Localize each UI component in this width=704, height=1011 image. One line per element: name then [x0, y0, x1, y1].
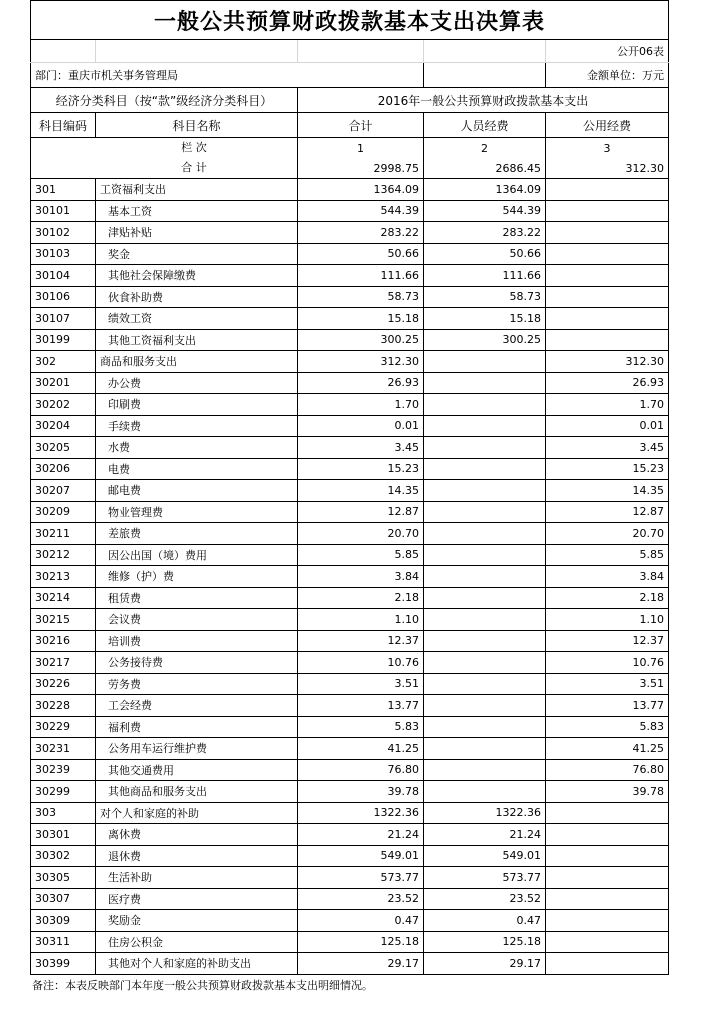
personnel-header: 人员经费 [424, 113, 546, 138]
row-total: 5.85 [298, 544, 424, 566]
row-total: 3.84 [298, 566, 424, 588]
row-name: 商品和服务支出 [96, 351, 298, 373]
row-name: 生活补助 [96, 867, 298, 889]
row-name: 电费 [96, 458, 298, 480]
row-public [546, 243, 669, 265]
row-code: 301 [31, 179, 96, 201]
row-personnel [424, 630, 546, 652]
row-name: 工资福利支出 [96, 179, 298, 201]
table-row [31, 243, 669, 265]
row-personnel: 125.18 [424, 931, 546, 953]
row-total: 1.70 [298, 394, 424, 416]
row-code: 302 [31, 351, 96, 373]
row-total: 3.45 [298, 437, 424, 459]
department-label: 部门：重庆市机关事务管理局 [31, 63, 424, 88]
row-public: 13.77 [546, 695, 669, 717]
row-personnel: 549.01 [424, 845, 546, 867]
row-code: 303 [31, 802, 96, 824]
row-code: 30199 [31, 329, 96, 351]
row-total: 23.52 [298, 888, 424, 910]
row-personnel [424, 394, 546, 416]
row-public: 5.85 [546, 544, 669, 566]
row-code: 30209 [31, 501, 96, 523]
row-personnel: 50.66 [424, 243, 546, 265]
row-code: 30201 [31, 372, 96, 394]
row-code: 30211 [31, 523, 96, 545]
row-total: 3.51 [298, 673, 424, 695]
econ-class-header: 经济分类科目（按“款”级经济分类科目） [31, 88, 298, 113]
row-personnel [424, 437, 546, 459]
unit-label: 金额单位：万元 [546, 63, 669, 88]
row-name: 劳务费 [96, 673, 298, 695]
row-personnel [424, 566, 546, 588]
row-code: 30206 [31, 458, 96, 480]
row-name: 奖金 [96, 243, 298, 265]
row-total: 12.37 [298, 630, 424, 652]
row-public: 20.70 [546, 523, 669, 545]
row-personnel [424, 480, 546, 502]
table-row [31, 609, 669, 631]
row-public [546, 200, 669, 222]
row-personnel: 111.66 [424, 265, 546, 287]
row-name: 公务接待费 [96, 652, 298, 674]
table-row [31, 845, 669, 867]
row-total: 1.10 [298, 609, 424, 631]
table-row [31, 695, 669, 717]
row-total: 26.93 [298, 372, 424, 394]
index-col-1: 1 [298, 138, 424, 159]
row-total: 2.18 [298, 587, 424, 609]
row-public [546, 179, 669, 201]
row-code: 30239 [31, 759, 96, 781]
table-row [31, 372, 669, 394]
table-row [31, 480, 669, 502]
row-public: 10.76 [546, 652, 669, 674]
row-name: 其他社会保障缴费 [96, 265, 298, 287]
row-personnel [424, 759, 546, 781]
row-name: 公务用车运行维护费 [96, 738, 298, 760]
table-row [31, 652, 669, 674]
row-personnel [424, 716, 546, 738]
row-public [546, 867, 669, 889]
row-personnel: 1364.09 [424, 179, 546, 201]
row-code: 30217 [31, 652, 96, 674]
row-name: 会议费 [96, 609, 298, 631]
row-personnel [424, 544, 546, 566]
table-row [31, 394, 669, 416]
table-row [31, 523, 669, 545]
row-personnel [424, 458, 546, 480]
grand-public: 312.30 [546, 158, 669, 179]
row-public [546, 931, 669, 953]
row-public [546, 265, 669, 287]
row-code: 30302 [31, 845, 96, 867]
row-public: 39.78 [546, 781, 669, 803]
row-name: 工会经费 [96, 695, 298, 717]
row-personnel [424, 523, 546, 545]
row-public [546, 329, 669, 351]
row-name: 因公出国（境）费用 [96, 544, 298, 566]
index-total-label-cell [31, 138, 298, 179]
row-code: 30214 [31, 587, 96, 609]
table-row [31, 802, 669, 824]
row-personnel [424, 781, 546, 803]
row-name: 物业管理费 [96, 501, 298, 523]
public-header: 公用经费 [546, 113, 669, 138]
row-personnel: 300.25 [424, 329, 546, 351]
grand-personnel: 2686.45 [424, 158, 546, 179]
table-row [31, 286, 669, 308]
row-name: 维修（护）费 [96, 566, 298, 588]
table-row [31, 437, 669, 459]
row-name: 伙食补助费 [96, 286, 298, 308]
row-public: 12.87 [546, 501, 669, 523]
table-row [31, 179, 669, 201]
table-row [31, 308, 669, 330]
row-total: 1364.09 [298, 179, 424, 201]
table-row [31, 544, 669, 566]
row-code: 30231 [31, 738, 96, 760]
row-name: 医疗费 [96, 888, 298, 910]
row-name: 绩效工资 [96, 308, 298, 330]
table-row [31, 458, 669, 480]
row-code: 30228 [31, 695, 96, 717]
row-code: 30399 [31, 953, 96, 975]
row-public: 3.51 [546, 673, 669, 695]
table-row [31, 222, 669, 244]
table-row [31, 351, 669, 373]
row-public: 76.80 [546, 759, 669, 781]
row-personnel: 23.52 [424, 888, 546, 910]
row-name: 办公费 [96, 372, 298, 394]
row-total: 0.01 [298, 415, 424, 437]
row-total: 544.39 [298, 200, 424, 222]
row-code: 30207 [31, 480, 96, 502]
year-expenditure-header: 2016年一般公共预算财政拨款基本支出 [298, 88, 669, 113]
grand-total: 2998.75 [298, 158, 424, 179]
row-personnel: 29.17 [424, 953, 546, 975]
row-total: 20.70 [298, 523, 424, 545]
table-row [31, 910, 669, 932]
row-name: 水费 [96, 437, 298, 459]
row-personnel: 544.39 [424, 200, 546, 222]
row-personnel [424, 415, 546, 437]
table-row [31, 781, 669, 803]
form-number: 公开06表 [546, 40, 669, 63]
row-public [546, 888, 669, 910]
row-name: 福利费 [96, 716, 298, 738]
row-public: 2.18 [546, 587, 669, 609]
table-row [31, 566, 669, 588]
table-row [31, 673, 669, 695]
row-total: 21.24 [298, 824, 424, 846]
row-code: 30301 [31, 824, 96, 846]
table-row [31, 888, 669, 910]
row-code: 30213 [31, 566, 96, 588]
row-total: 15.18 [298, 308, 424, 330]
table-row [31, 953, 669, 975]
row-code: 30204 [31, 415, 96, 437]
row-personnel [424, 673, 546, 695]
table-row [31, 501, 669, 523]
row-total: 125.18 [298, 931, 424, 953]
total-header: 合计 [298, 113, 424, 138]
row-code: 30104 [31, 265, 96, 287]
row-personnel [424, 738, 546, 760]
row-code: 30311 [31, 931, 96, 953]
row-total: 41.25 [298, 738, 424, 760]
row-personnel [424, 587, 546, 609]
row-name: 其他工资福利支出 [96, 329, 298, 351]
row-public [546, 286, 669, 308]
row-public: 41.25 [546, 738, 669, 760]
table-row [31, 415, 669, 437]
row-name: 培训费 [96, 630, 298, 652]
row-code: 30107 [31, 308, 96, 330]
code-header: 科目编码 [31, 113, 96, 138]
table-row [31, 630, 669, 652]
row-name: 租赁费 [96, 587, 298, 609]
row-code: 30215 [31, 609, 96, 631]
row-total: 58.73 [298, 286, 424, 308]
row-public: 5.83 [546, 716, 669, 738]
row-name: 印刷费 [96, 394, 298, 416]
row-public: 15.23 [546, 458, 669, 480]
row-personnel: 21.24 [424, 824, 546, 846]
table-row [31, 329, 669, 351]
row-total: 283.22 [298, 222, 424, 244]
row-total: 312.30 [298, 351, 424, 373]
index-col-2: 2 [424, 138, 546, 159]
row-name: 对个人和家庭的补助 [96, 802, 298, 824]
row-public [546, 910, 669, 932]
total-label: 合 计 [181, 161, 207, 174]
row-name: 差旅费 [96, 523, 298, 545]
table-row [31, 931, 669, 953]
row-public [546, 222, 669, 244]
table-row [31, 824, 669, 846]
row-code: 30205 [31, 437, 96, 459]
table-row [31, 716, 669, 738]
budget-expenditure-sheet [30, 0, 668, 1011]
row-public: 312.30 [546, 351, 669, 373]
row-personnel [424, 372, 546, 394]
row-total: 549.01 [298, 845, 424, 867]
table-row [31, 738, 669, 760]
row-total: 1322.36 [298, 802, 424, 824]
row-personnel: 0.47 [424, 910, 546, 932]
row-public: 1.70 [546, 394, 669, 416]
row-total: 5.83 [298, 716, 424, 738]
row-code: 30106 [31, 286, 96, 308]
row-total: 29.17 [298, 953, 424, 975]
row-name: 奖励金 [96, 910, 298, 932]
row-total: 13.77 [298, 695, 424, 717]
table-row [31, 759, 669, 781]
row-total: 111.66 [298, 265, 424, 287]
row-name: 其他交通费用 [96, 759, 298, 781]
row-name: 其他商品和服务支出 [96, 781, 298, 803]
row-name: 其他对个人和家庭的补助支出 [96, 953, 298, 975]
row-code: 30212 [31, 544, 96, 566]
row-public [546, 308, 669, 330]
row-code: 30202 [31, 394, 96, 416]
row-name: 手续费 [96, 415, 298, 437]
row-name: 邮电费 [96, 480, 298, 502]
row-name: 退休费 [96, 845, 298, 867]
row-public: 14.35 [546, 480, 669, 502]
row-public [546, 802, 669, 824]
row-code: 30305 [31, 867, 96, 889]
row-personnel [424, 609, 546, 631]
name-header: 科目名称 [96, 113, 298, 138]
index-col-3: 3 [546, 138, 669, 159]
row-personnel: 573.77 [424, 867, 546, 889]
row-total: 10.76 [298, 652, 424, 674]
row-public: 3.84 [546, 566, 669, 588]
table-row [31, 265, 669, 287]
row-personnel: 58.73 [424, 286, 546, 308]
row-public [546, 824, 669, 846]
row-public [546, 845, 669, 867]
index-label: 栏 次 [181, 141, 207, 154]
row-code: 30102 [31, 222, 96, 244]
row-public: 1.10 [546, 609, 669, 631]
row-name: 离休费 [96, 824, 298, 846]
table-title: 一般公共预算财政拨款基本支出决算表 [31, 1, 669, 40]
row-personnel [424, 501, 546, 523]
row-code: 30299 [31, 781, 96, 803]
row-name: 基本工资 [96, 200, 298, 222]
row-total: 76.80 [298, 759, 424, 781]
row-total: 15.23 [298, 458, 424, 480]
row-personnel: 1322.36 [424, 802, 546, 824]
row-code: 30229 [31, 716, 96, 738]
row-total: 14.35 [298, 480, 424, 502]
row-code: 30216 [31, 630, 96, 652]
row-total: 50.66 [298, 243, 424, 265]
row-public: 12.37 [546, 630, 669, 652]
row-code: 30226 [31, 673, 96, 695]
row-total: 39.78 [298, 781, 424, 803]
table-row [31, 587, 669, 609]
row-public: 0.01 [546, 415, 669, 437]
footnote: 备注：本表反映部门本年度一般公共预算财政拨款基本支出明细情况。 [32, 978, 373, 992]
row-total: 300.25 [298, 329, 424, 351]
row-total: 573.77 [298, 867, 424, 889]
row-public: 3.45 [546, 437, 669, 459]
row-total: 0.47 [298, 910, 424, 932]
row-personnel [424, 351, 546, 373]
row-public [546, 953, 669, 975]
row-personnel [424, 652, 546, 674]
row-name: 津贴补贴 [96, 222, 298, 244]
table-row [31, 867, 669, 889]
table-row [31, 200, 669, 222]
row-personnel [424, 695, 546, 717]
row-public: 26.93 [546, 372, 669, 394]
row-code: 30309 [31, 910, 96, 932]
row-personnel: 283.22 [424, 222, 546, 244]
row-code: 30101 [31, 200, 96, 222]
row-total: 12.87 [298, 501, 424, 523]
expenditure-table [30, 0, 669, 975]
row-personnel: 15.18 [424, 308, 546, 330]
row-code: 30103 [31, 243, 96, 265]
row-code: 30307 [31, 888, 96, 910]
row-name: 住房公积金 [96, 931, 298, 953]
